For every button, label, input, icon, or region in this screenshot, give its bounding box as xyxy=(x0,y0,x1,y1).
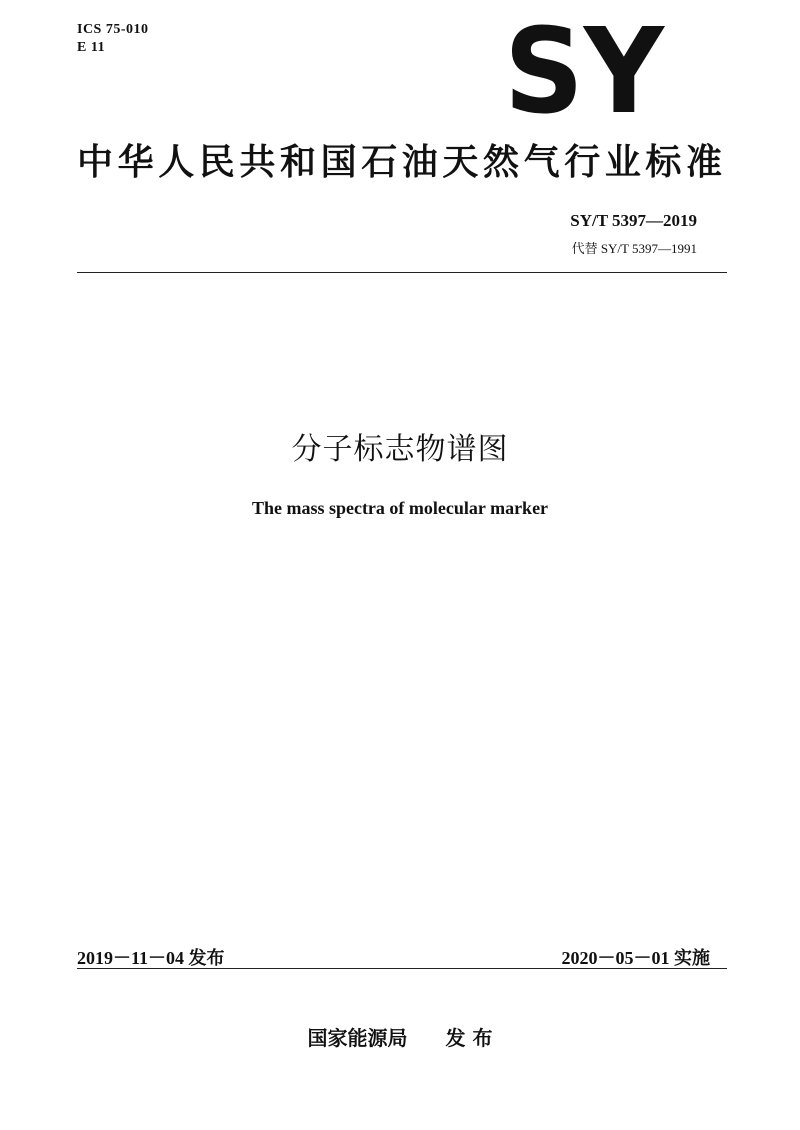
organization-title: 中华人民共和国石油天然气行业标准 xyxy=(77,142,727,183)
implementation-date: 2020－05－01 实施 xyxy=(561,948,710,968)
standard-number: SY/T 5397—2019 xyxy=(570,211,697,230)
publisher-name: 国家能源局 xyxy=(307,1026,408,1050)
document-title-english: The mass spectra of molecular marker xyxy=(251,498,549,518)
sy-logo-text: SY xyxy=(504,24,666,124)
replaces-standard: 代替 SY/T 5397—1991 xyxy=(571,241,697,256)
document-title-chinese: 分子标志物谱图 xyxy=(291,432,509,467)
issue-date: 2019－11－04 发布 xyxy=(77,948,225,968)
bottom-divider xyxy=(77,968,727,969)
sy-logo xyxy=(500,24,668,124)
top-divider xyxy=(77,272,727,273)
classification-code: E 11 xyxy=(77,40,106,55)
ics-code: ICS 75-010 xyxy=(77,22,149,37)
publisher-action: 发 布 xyxy=(445,1026,493,1050)
publisher-line xyxy=(0,1022,800,1051)
